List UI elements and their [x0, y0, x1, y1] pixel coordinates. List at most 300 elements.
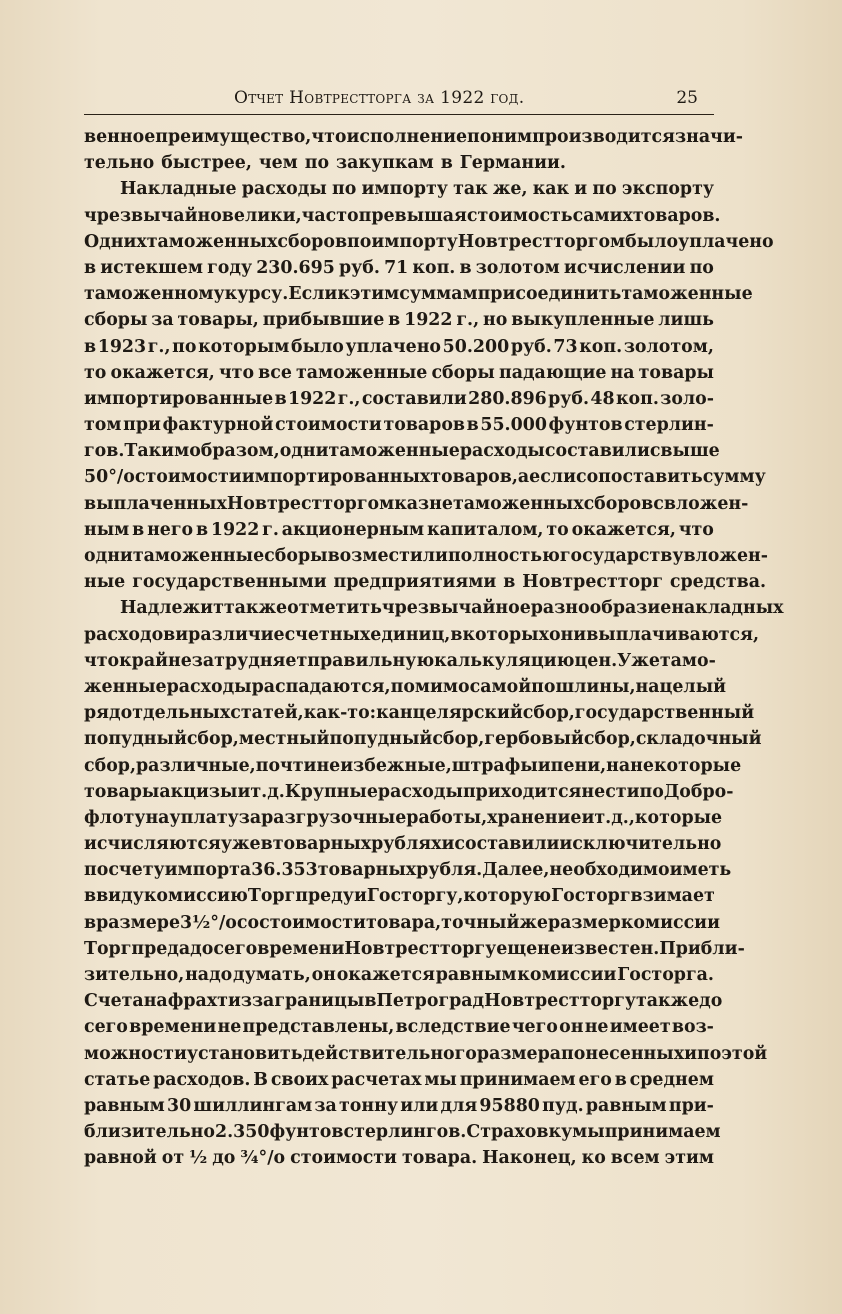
header-rule — [84, 114, 714, 115]
text-line — [84, 1093, 714, 1119]
word: по — [592, 179, 617, 200]
word: В — [253, 1069, 268, 1090]
word: Надлежит — [120, 598, 224, 619]
word: стоимости — [274, 415, 382, 436]
word: государственными — [132, 572, 327, 593]
word: и — [581, 807, 595, 828]
word: рубля. — [416, 860, 483, 881]
word: что — [678, 519, 714, 540]
word: в — [84, 912, 97, 933]
word: этим — [664, 1148, 714, 1169]
text-line — [84, 726, 762, 752]
word: вследствие — [395, 1017, 511, 1038]
word: почти — [255, 755, 317, 776]
word: товарных — [272, 834, 372, 855]
word: как — [532, 179, 570, 200]
word: к — [337, 284, 350, 305]
word: производится — [532, 127, 675, 147]
word: точный — [441, 912, 520, 933]
word: 30 — [167, 1095, 192, 1116]
text-line — [84, 491, 749, 517]
word: приходится — [462, 781, 582, 802]
word: же, — [492, 179, 528, 200]
word: расходы — [166, 676, 252, 697]
word: Прибли- — [659, 938, 745, 959]
text-line — [84, 595, 784, 621]
word: быстрее, — [161, 153, 252, 174]
word: принимаем — [604, 1122, 721, 1143]
word: времени — [129, 1017, 217, 1038]
word: по — [697, 1043, 722, 1064]
word: как-то: — [303, 703, 377, 724]
word: на — [610, 362, 635, 383]
word: равным — [84, 1095, 165, 1116]
word: товары, — [177, 310, 259, 331]
word: он — [559, 1017, 584, 1038]
text-line — [84, 360, 714, 386]
word: сборы — [264, 546, 328, 566]
word: сбор, — [432, 729, 485, 750]
word: в — [260, 834, 273, 855]
word: таможенных — [146, 231, 278, 252]
word: расходы — [241, 179, 327, 200]
word: сбор, — [522, 703, 575, 724]
word: он — [311, 965, 336, 985]
word: исполнение — [346, 127, 468, 147]
word: рублях — [371, 834, 442, 855]
word: 95880 — [479, 1095, 540, 1116]
word: размере — [96, 912, 181, 933]
word: и — [537, 755, 551, 776]
text-line — [84, 936, 745, 962]
word: и — [441, 834, 455, 855]
word: таможенные — [132, 546, 265, 566]
word: д., — [611, 807, 635, 828]
word: уплачено — [345, 336, 442, 357]
word: или — [400, 1095, 439, 1116]
word: Германии. — [459, 153, 566, 174]
text-line — [84, 910, 720, 936]
word: сборов — [277, 231, 348, 252]
word: попудный — [329, 729, 433, 750]
word: 1922 — [210, 519, 260, 540]
word: расходы — [377, 781, 463, 802]
word: составили — [454, 834, 560, 855]
word: Наконец, — [482, 1148, 577, 1169]
word: правильную — [307, 650, 435, 671]
word: имеет — [609, 1017, 671, 1038]
word: 50°/о — [84, 467, 135, 488]
word: средства. — [669, 572, 767, 593]
word: выкупленные — [511, 310, 655, 331]
header-title: Отчет Новтрестторга за 1922 год. — [234, 88, 525, 108]
word: импорту — [371, 231, 458, 252]
word: по — [84, 860, 109, 881]
word: курсу. — [224, 284, 289, 305]
text-line — [84, 883, 714, 909]
text-line — [84, 412, 714, 438]
word: товара, — [365, 912, 442, 933]
word: ко — [581, 1148, 606, 1169]
text-line — [84, 334, 714, 360]
word: сборы — [431, 362, 495, 383]
word: Таким — [124, 441, 190, 462]
word: т. — [250, 781, 268, 802]
word: уплату — [169, 807, 239, 828]
word: 48 — [590, 388, 615, 409]
word: окажется — [336, 965, 435, 985]
word: импорта — [164, 860, 252, 881]
word: Счета — [84, 991, 144, 1012]
word: можности — [84, 1043, 187, 1064]
word: то — [546, 519, 569, 540]
word: размер — [547, 912, 621, 933]
word: складочный — [635, 729, 762, 750]
word: вложен- — [663, 493, 749, 514]
word: было — [625, 231, 679, 252]
word: комиссию — [143, 886, 248, 907]
word: в — [132, 519, 145, 540]
word: было — [290, 336, 344, 357]
word: в — [195, 519, 209, 540]
word: до — [212, 1148, 236, 1169]
word: сего — [213, 938, 258, 959]
word: и — [237, 781, 251, 802]
word: за — [151, 310, 174, 331]
word: зительно, — [84, 965, 185, 985]
word: комиссии — [517, 965, 617, 985]
word: выплаченных — [84, 493, 227, 514]
text-line — [84, 1119, 721, 1145]
word: шиллингам — [193, 1095, 313, 1116]
word: велики, — [221, 205, 302, 226]
word: руб. — [548, 388, 590, 409]
word: руб. — [339, 257, 380, 278]
word: гов. — [84, 441, 125, 462]
word: в — [388, 310, 401, 331]
text-line — [84, 203, 721, 229]
word: еще — [496, 938, 538, 959]
word: уплачено — [678, 231, 774, 252]
word: и — [574, 179, 588, 200]
word: при- — [668, 1095, 714, 1116]
word: в — [84, 336, 97, 357]
word: закупкам — [336, 153, 434, 174]
word: присоединить — [477, 284, 622, 305]
word: по — [689, 257, 714, 278]
text-line — [84, 622, 760, 648]
word: тамо- — [659, 650, 716, 671]
word: окажется, — [571, 519, 676, 540]
word: не — [217, 1017, 242, 1038]
word: по — [172, 336, 197, 357]
word: при — [123, 415, 161, 436]
word: целый — [659, 676, 727, 697]
word: выплачиваются, — [586, 624, 760, 645]
word: году — [207, 257, 253, 278]
word: товарных — [317, 860, 417, 881]
word: коп. — [579, 336, 623, 357]
word: комиссии — [620, 912, 720, 933]
word: думать, — [233, 965, 311, 985]
word: 3½°/о — [180, 912, 237, 933]
word: которые — [634, 807, 723, 828]
word: работы, — [406, 807, 488, 828]
word: из — [227, 991, 252, 1012]
word: по — [331, 179, 357, 200]
word: 1922 — [404, 310, 453, 331]
word: одни — [84, 546, 133, 566]
word: Госторг — [551, 886, 631, 907]
word: за — [314, 1095, 337, 1116]
word: т. — [594, 807, 612, 828]
word: стерлингов. — [343, 1122, 467, 1143]
word: сборов — [583, 493, 654, 514]
word: Новтрестторг — [522, 572, 663, 593]
word: для — [440, 1095, 478, 1116]
word: которых — [462, 624, 549, 645]
word: стоимости — [259, 912, 366, 933]
word: самих — [572, 205, 633, 226]
word: сбор, — [583, 729, 636, 750]
word: таможенному — [84, 284, 225, 305]
word: распадаются, — [251, 676, 391, 697]
word: Если — [288, 284, 338, 305]
text-line — [84, 1145, 714, 1171]
text-line — [84, 831, 722, 857]
word: по — [304, 153, 330, 174]
word: 2.350 — [215, 1122, 270, 1143]
text-line — [84, 857, 732, 883]
word: фактурной — [162, 415, 274, 436]
word: золотом — [475, 257, 560, 278]
word: коп. — [615, 388, 659, 409]
word: что — [218, 362, 255, 383]
word: одни — [279, 441, 329, 462]
word: калькуляцию — [434, 650, 575, 671]
text-line — [84, 438, 720, 464]
word: в — [274, 388, 287, 409]
word: предприятиями — [333, 572, 497, 593]
word: различные, — [136, 755, 256, 776]
text-line — [84, 307, 714, 333]
word: попудный — [84, 729, 187, 750]
word: таможенные — [328, 441, 460, 462]
word: сбор, — [186, 729, 239, 750]
word: Госторга. — [617, 965, 714, 985]
word: прибывшие — [262, 310, 385, 331]
word: мы — [572, 1122, 605, 1143]
word: том — [84, 415, 122, 436]
word: исключительно — [559, 834, 722, 855]
word: г., — [147, 336, 171, 357]
word: суммам — [399, 284, 478, 305]
word: Новтрестторгом — [457, 231, 626, 252]
word: действительного — [302, 1043, 477, 1064]
word: Накладные — [120, 179, 237, 200]
word: представлены, — [242, 1017, 395, 1038]
word: статье — [84, 1069, 151, 1090]
word: коп. — [412, 257, 456, 278]
word: стоимости — [134, 467, 242, 488]
word: товары — [638, 362, 714, 383]
word: Далее, — [482, 860, 550, 881]
word: разнообразие — [530, 598, 672, 619]
word: истекшем — [100, 257, 203, 278]
text-line — [84, 779, 734, 805]
word: Добро- — [663, 781, 734, 802]
word: полностью — [447, 546, 560, 566]
text-line — [84, 464, 766, 490]
word: нести — [581, 781, 640, 802]
text-line — [84, 700, 755, 726]
word: затрудняет — [191, 650, 308, 671]
body-text — [84, 124, 784, 1172]
word: расходов — [84, 624, 176, 645]
word: установить — [186, 1043, 303, 1064]
word: за — [238, 807, 262, 828]
word: исчисляются — [84, 834, 221, 855]
word: него — [147, 519, 194, 540]
word: надо — [185, 965, 233, 985]
word: 36.353 — [251, 860, 318, 881]
word: неизбежные, — [316, 755, 452, 776]
word: тонну — [339, 1095, 398, 1116]
text-line — [84, 753, 742, 779]
word: и — [353, 886, 367, 907]
text-line — [84, 648, 714, 674]
word: 55.000 — [480, 415, 547, 436]
word: золотом, — [623, 336, 714, 357]
word: равным — [585, 1095, 667, 1116]
word: которую — [463, 886, 552, 907]
word: товаров — [383, 415, 466, 436]
word: возместили — [327, 546, 448, 566]
word: виду — [96, 886, 144, 907]
text-line — [84, 569, 767, 595]
text-line — [84, 674, 727, 700]
word: неизвестен. — [537, 938, 660, 959]
word: заграницы — [251, 991, 365, 1012]
word: а — [517, 467, 530, 488]
word: ½ — [189, 1148, 208, 1169]
word: сумму — [702, 467, 766, 488]
word: капиталом, — [426, 519, 544, 540]
word: на — [145, 807, 170, 828]
word: стоимость — [466, 205, 573, 226]
word: Новтрестторгу — [484, 991, 636, 1012]
word: импорту — [361, 179, 448, 200]
word: со — [236, 912, 260, 933]
word: уже — [220, 834, 261, 855]
word: в — [466, 415, 479, 436]
text-line — [84, 229, 774, 255]
text-line — [84, 988, 723, 1014]
text-line — [84, 124, 743, 150]
word: свыше — [649, 441, 720, 462]
word: лишь — [658, 310, 714, 331]
word: канцелярский — [376, 703, 523, 724]
word: Новтрестторгом — [226, 493, 395, 514]
word: чем — [258, 153, 298, 174]
word: тельно — [84, 153, 155, 174]
word: понесенных — [561, 1043, 685, 1064]
text-line — [84, 255, 714, 281]
word: Уже — [617, 650, 660, 671]
word: ряд — [84, 703, 121, 724]
word: таможенные — [296, 362, 428, 383]
word: разгрузочные — [261, 807, 407, 828]
text-line — [84, 386, 714, 412]
word: золо- — [660, 388, 714, 409]
word: расходы — [459, 441, 545, 462]
word: и — [684, 1043, 697, 1064]
word: таможенных — [452, 493, 584, 514]
word: до — [699, 991, 723, 1012]
text-line — [84, 543, 768, 569]
word: чрезвычайное — [381, 598, 531, 619]
word: в — [614, 1069, 627, 1090]
word: различие — [188, 624, 285, 645]
word: чрезвычайно — [84, 205, 222, 226]
word: помимо — [390, 676, 470, 697]
word: что — [84, 650, 120, 671]
word: они — [548, 624, 587, 645]
word: в — [450, 624, 463, 645]
text-line — [84, 176, 714, 202]
word: импортированные — [84, 388, 274, 409]
word: ным — [84, 519, 130, 540]
word: сбор, — [84, 755, 137, 776]
word: Петроград — [376, 991, 485, 1012]
word: ним — [491, 127, 533, 147]
word: чего — [511, 1017, 558, 1038]
word: единиц, — [370, 624, 451, 645]
text-line — [84, 281, 753, 307]
word: но — [483, 310, 508, 331]
word: и — [175, 624, 189, 645]
word: государственный — [574, 703, 755, 724]
word: равной — [84, 1148, 157, 1169]
text-line — [84, 1014, 714, 1040]
word: фунтов — [548, 415, 623, 436]
word: по — [639, 781, 664, 802]
word: статей, — [230, 703, 304, 724]
word: которым — [198, 336, 290, 357]
word: штрафы — [451, 755, 538, 776]
word: г., — [456, 310, 480, 331]
word: хранение — [487, 807, 582, 828]
word: что — [311, 127, 347, 147]
word: 1923 — [97, 336, 147, 357]
word: не — [584, 1017, 609, 1038]
word: своих — [270, 1069, 329, 1090]
word: в — [84, 886, 97, 907]
word: если — [529, 467, 576, 488]
word: от — [161, 1148, 185, 1169]
word: флоту — [84, 807, 146, 828]
word: 71 — [384, 257, 409, 278]
word: счету — [108, 860, 165, 881]
word: то — [84, 362, 107, 383]
word: преимущество, — [155, 127, 312, 147]
word: образом, — [189, 441, 280, 462]
word: в — [84, 257, 97, 278]
word: стоимости — [290, 1148, 397, 1169]
word: исчислении — [563, 257, 686, 278]
word: женные — [84, 676, 167, 697]
text-line — [84, 805, 723, 831]
